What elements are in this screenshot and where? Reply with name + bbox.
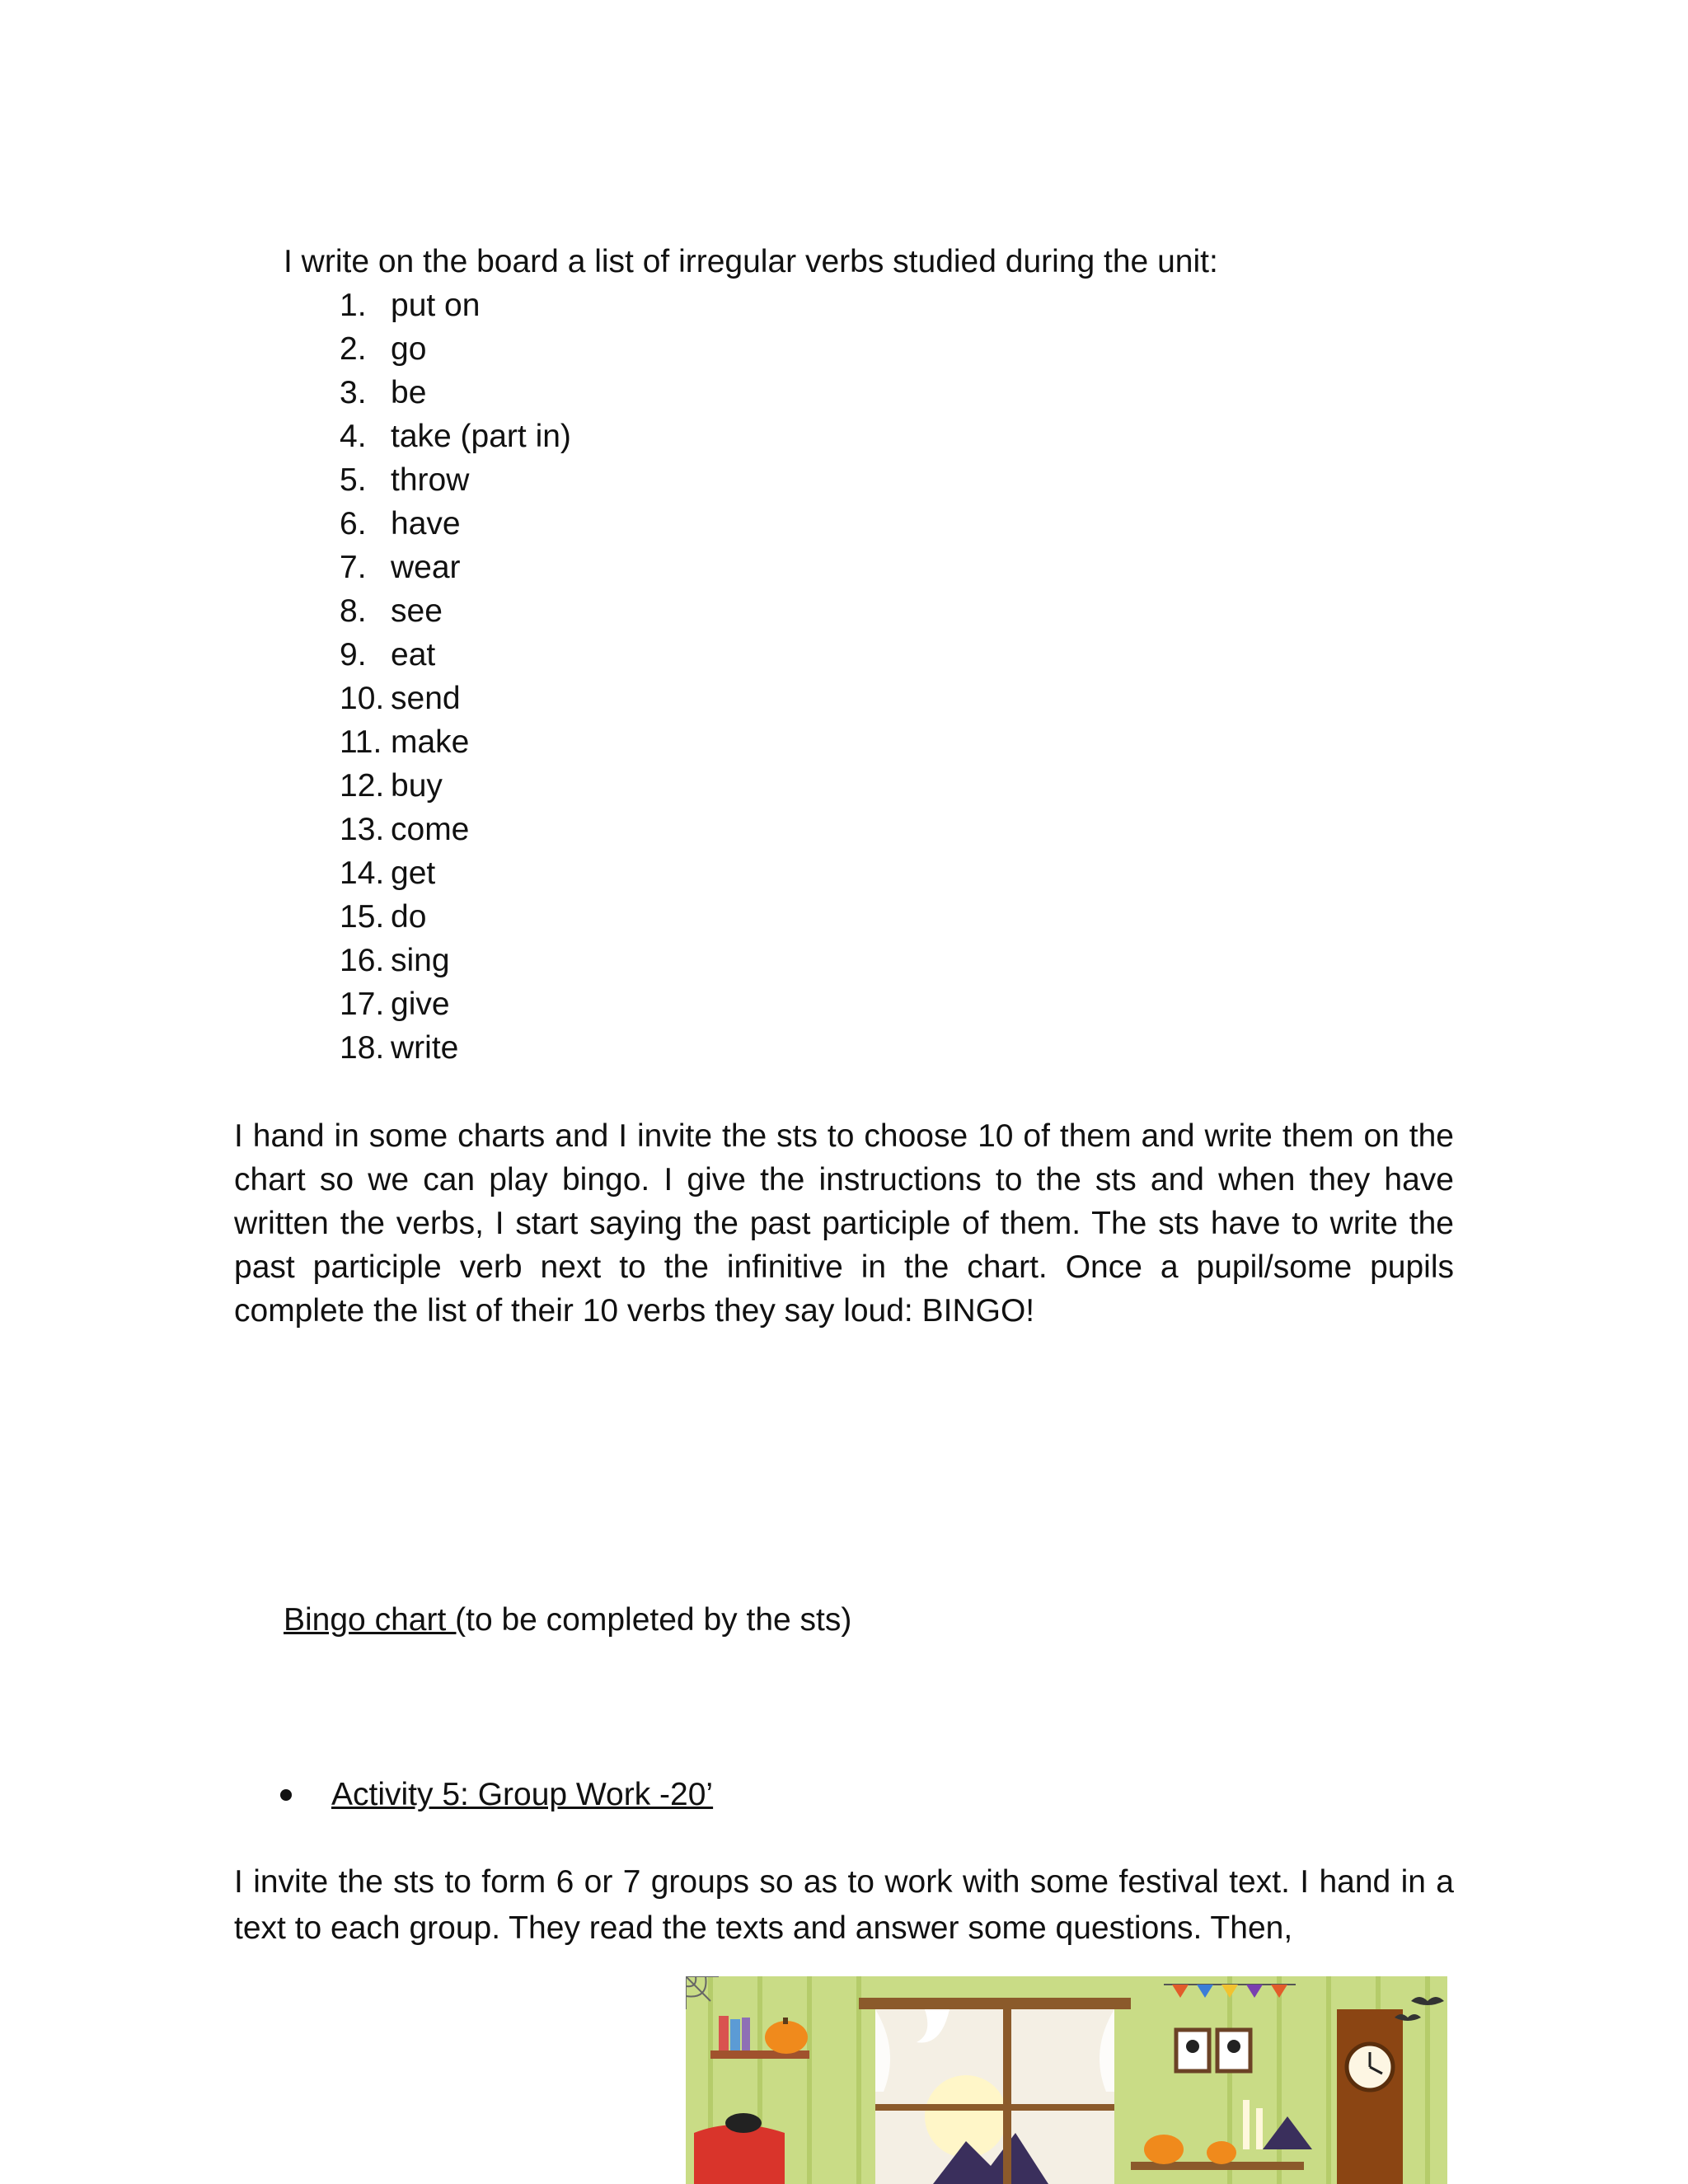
list-number: 7. — [340, 550, 367, 585]
verb-text: throw — [391, 462, 470, 498]
list-number: 13. — [340, 812, 385, 847]
halloween-room-illustration — [686, 1976, 1447, 2184]
intro-text: I write on the board a list of irregular verbs studied during the unit: — [284, 244, 1218, 279]
verb-text: put on — [391, 288, 481, 323]
verb-text: take (part in) — [391, 419, 571, 454]
list-number: 2. — [340, 331, 367, 367]
verb-text: have — [391, 506, 461, 541]
list-item — [340, 764, 571, 808]
verb-text: do — [391, 899, 427, 935]
list-number: 15. — [340, 899, 385, 935]
list-number: 17. — [340, 987, 385, 1022]
verb-text: make — [391, 724, 470, 760]
bingo-chart-heading — [284, 1599, 851, 1642]
bingo-chart-link-text: Bingo chart ( — [284, 1602, 467, 1638]
verb-text: buy — [391, 768, 443, 804]
list-item — [340, 371, 571, 415]
list-number: 16. — [340, 943, 385, 978]
list-number: 3. — [340, 375, 367, 410]
list-item — [340, 458, 571, 502]
verb-text: give — [391, 987, 450, 1022]
verb-text: come — [391, 812, 470, 847]
verb-text: be — [391, 375, 427, 410]
list-item — [340, 633, 571, 677]
list-number: 12. — [340, 768, 385, 804]
list-item — [340, 677, 571, 720]
list-item — [340, 415, 571, 458]
bullet-icon — [280, 1789, 292, 1801]
list-number: 18. — [340, 1030, 385, 1066]
group-work-paragraph: I invite the sts to form 6 or 7 groups so as to work with some festival text. I hand in a text to each group. They read the texts and answer some questions. Then, — [234, 1864, 1454, 1946]
list-number: 1. — [340, 288, 367, 323]
list-number: 10. — [340, 681, 385, 716]
list-item — [340, 284, 571, 327]
list-item — [340, 720, 571, 764]
verb-text: see — [391, 593, 443, 629]
activity-heading — [280, 1774, 713, 1816]
verb-text: sing — [391, 943, 450, 978]
list-item — [340, 982, 571, 1026]
verb-list — [340, 284, 571, 1070]
bingo-instructions-paragraph: I hand in some charts and I invite the sts to choose 10 of them and write them on the chart so we can play bingo. I give the instructions to the sts and when they have written the verbs, I start saying the past participle of them. The sts have to write the past participle verb next to the infinitive in the chart. Once a pupil/some pupils complete the list of their 10 verbs they say loud: BINGO! — [234, 1118, 1454, 1329]
list-item — [340, 502, 571, 546]
list-number: 8. — [340, 593, 367, 629]
verb-text: send — [391, 681, 461, 716]
bingo-chart-rest: to be completed by the sts) — [466, 1602, 852, 1638]
halloween-room-drawing — [686, 1976, 1447, 2184]
verb-text: get — [391, 855, 436, 891]
verb-text: wear — [391, 550, 461, 585]
list-item — [340, 589, 571, 633]
list-item — [340, 895, 571, 939]
list-number: 5. — [340, 462, 367, 498]
list-number: 14. — [340, 855, 385, 891]
list-number: 4. — [340, 419, 367, 454]
activity-title: Activity 5: Group Work -20’ — [331, 1777, 714, 1812]
list-item — [340, 546, 571, 589]
verb-text: eat — [391, 637, 436, 673]
verb-text: write — [391, 1030, 459, 1066]
list-item — [340, 851, 571, 895]
verb-text: go — [391, 331, 427, 367]
list-item — [340, 808, 571, 851]
list-number: 11. — [340, 724, 382, 760]
list-number: 9. — [340, 637, 367, 673]
list-item — [340, 939, 571, 982]
list-number: 6. — [340, 506, 367, 541]
list-item — [340, 327, 571, 371]
list-item — [340, 1026, 571, 1070]
